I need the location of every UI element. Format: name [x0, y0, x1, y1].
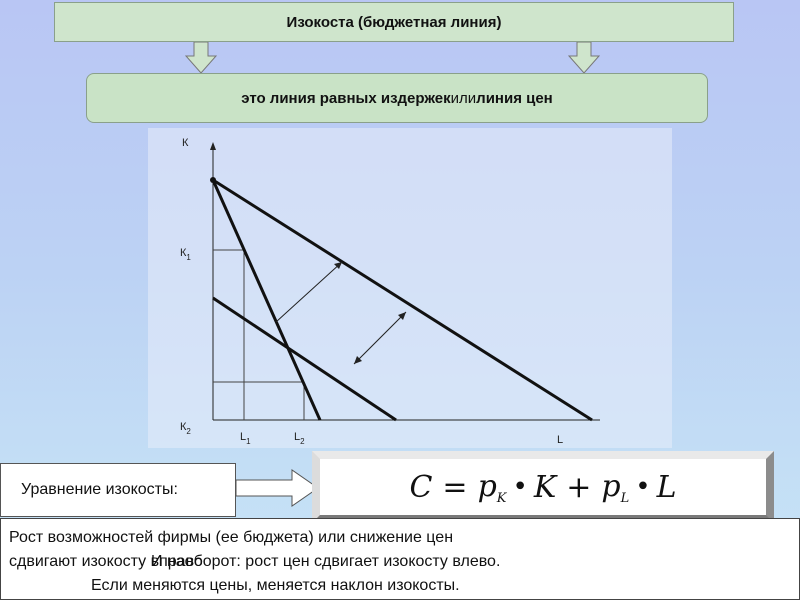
note-line-2b: И наоборот: рост цен сдвигает изокосту влево.: [151, 553, 501, 570]
definition-box: [86, 73, 708, 123]
formula-plus: +: [566, 469, 592, 505]
definition-part3: линия цен: [476, 89, 553, 107]
isocost-diagram: [148, 128, 672, 448]
k2-label: $К_2$: [180, 421, 191, 436]
note-line-1: Рост возможностей фирмы (ее бюджета) или снижение цен: [9, 529, 454, 546]
y-axis-arrow-icon: [210, 142, 216, 150]
shift-arrow-upper: [276, 262, 342, 322]
definition-part2: или: [450, 89, 477, 107]
right-arrow-icon: [236, 468, 320, 508]
formula-k: K: [533, 469, 557, 505]
formula-dot-2: •: [635, 472, 651, 502]
formula-dot-1: •: [512, 472, 528, 502]
formula-box: [312, 451, 774, 523]
formula-pk: $p_K$: [477, 468, 507, 506]
title-text: Изокоста (бюджетная линия): [286, 13, 502, 31]
formula-pl: $p_L$: [601, 468, 630, 506]
y-axis-label: К: [182, 137, 189, 149]
title-box: [54, 2, 734, 42]
formula-l: L: [656, 469, 677, 505]
definition-part1: это линия равных издержек: [241, 89, 451, 107]
notes-box: [0, 518, 800, 600]
intercept-point: [210, 177, 216, 183]
down-arrow-left-icon: [184, 42, 218, 74]
formula-c: C: [409, 469, 433, 505]
isocost-steep: [213, 180, 320, 420]
shift-arrow-double: [354, 312, 406, 364]
isocost-outer: [213, 180, 592, 420]
note-line-3: Если меняются цены, меняется наклон изокосты.: [91, 577, 460, 594]
formula-equals: =: [442, 469, 468, 505]
equation-label: Уравнение изокосты:: [21, 481, 178, 498]
l2-label: $L_2$: [294, 431, 305, 446]
l1-label: $L_1$: [240, 431, 251, 446]
isocost-diagram-svg: [148, 128, 672, 448]
isocost-formula: [320, 459, 766, 515]
k1-label: $К_1$: [180, 247, 191, 262]
x-axis-label: L: [557, 434, 564, 446]
note-line-2a: сдвигают изокосту вправо: [9, 553, 203, 570]
down-arrow-right-icon: [567, 42, 601, 74]
equation-label-box: [0, 463, 236, 517]
